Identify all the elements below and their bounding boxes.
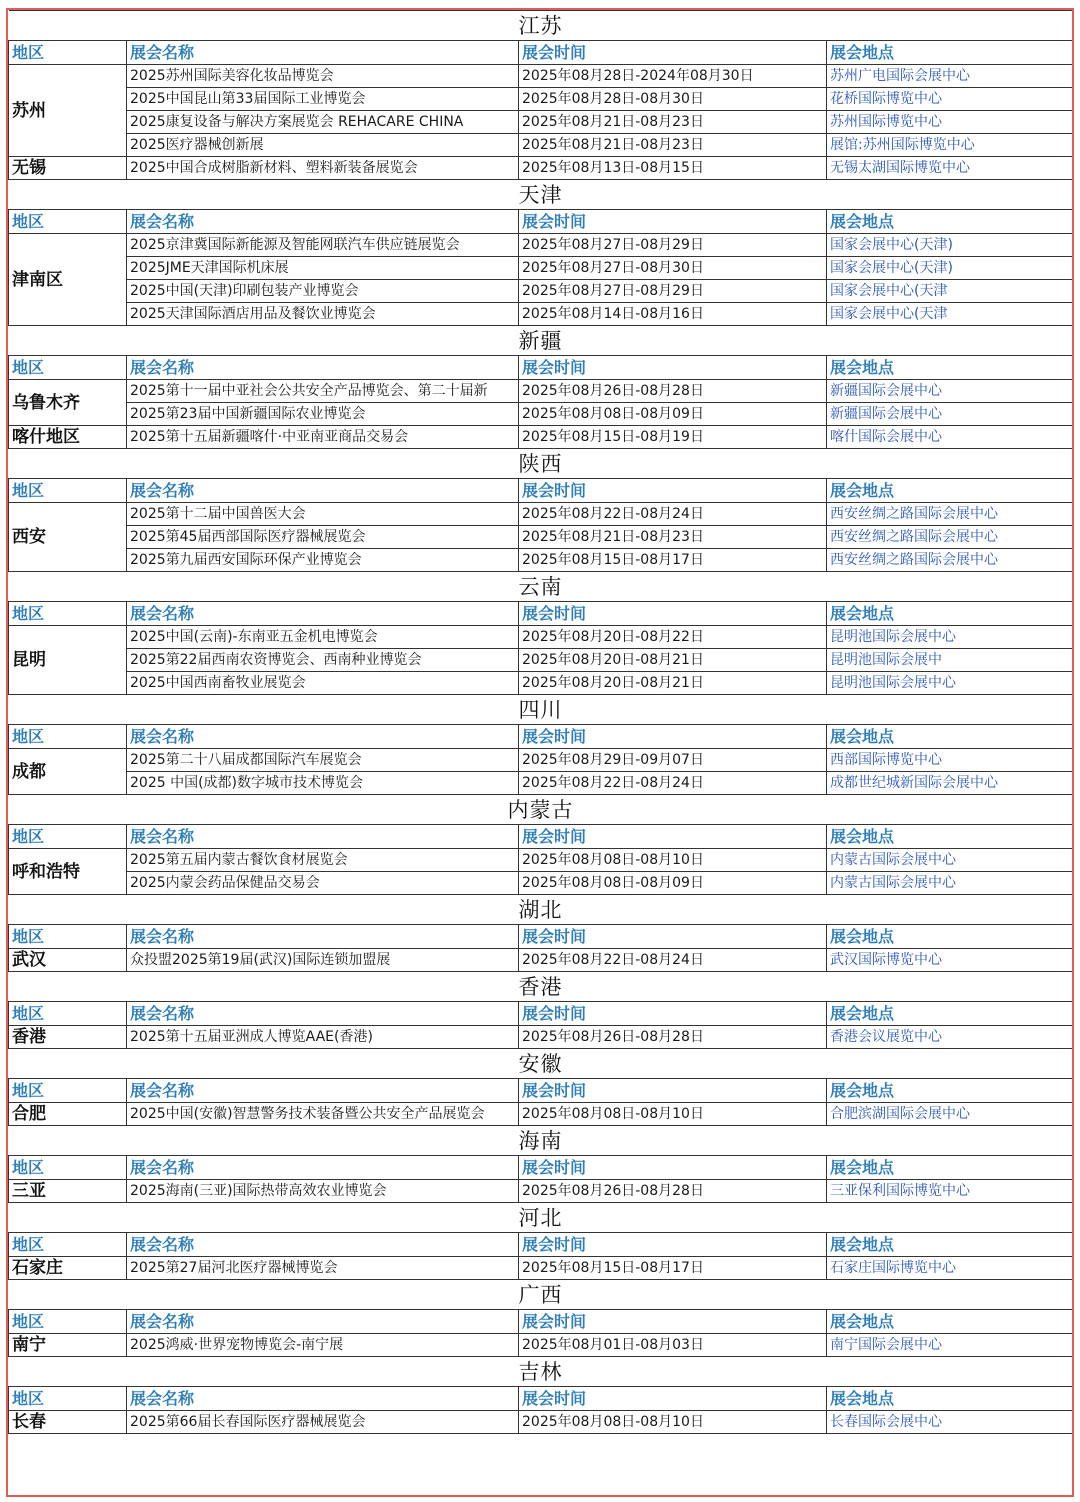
header-name: 展会名称 xyxy=(127,1079,519,1103)
province-title: 吉林 xyxy=(9,1357,1073,1387)
header-venue: 展会地点 xyxy=(827,479,1073,503)
exhibition-time: 2025年08月22日-08月24日 xyxy=(519,503,827,526)
header-region: 地区 xyxy=(9,1387,127,1411)
column-header-row xyxy=(9,210,1073,234)
header-time: 展会时间 xyxy=(519,356,827,380)
province-title: 陕西 xyxy=(9,449,1073,479)
exhibition-table xyxy=(8,10,1073,1434)
table-row xyxy=(9,1334,1073,1357)
exhibition-time: 2025年08月26日-08月28日 xyxy=(519,1026,827,1049)
header-time: 展会时间 xyxy=(519,925,827,949)
exhibition-venue: 新疆国际会展中心 xyxy=(827,403,1073,426)
table-row xyxy=(9,134,1073,157)
header-time: 展会时间 xyxy=(519,1387,827,1411)
header-time: 展会时间 xyxy=(519,602,827,626)
exhibition-time: 2025年08月20日-08月21日 xyxy=(519,672,827,695)
exhibition-time: 2025年08月15日-08月19日 xyxy=(519,426,827,449)
province-title-row xyxy=(9,1203,1073,1233)
header-name: 展会名称 xyxy=(127,602,519,626)
header-name: 展会名称 xyxy=(127,1310,519,1334)
column-header-row xyxy=(9,479,1073,503)
header-name: 展会名称 xyxy=(127,41,519,65)
header-name: 展会名称 xyxy=(127,479,519,503)
province-title: 海南 xyxy=(9,1126,1073,1156)
province-title-row xyxy=(9,326,1073,356)
table-row xyxy=(9,257,1073,280)
region-cell: 香港 xyxy=(9,1026,127,1049)
header-time: 展会时间 xyxy=(519,210,827,234)
header-region: 地区 xyxy=(9,1310,127,1334)
header-time: 展会时间 xyxy=(519,1156,827,1180)
table-row xyxy=(9,88,1073,111)
exhibition-name: 2025第十五届亚洲成人博览AAE(香港) xyxy=(127,1026,519,1049)
header-region: 地区 xyxy=(9,925,127,949)
exhibition-venue: 香港会议展览中心 xyxy=(827,1026,1073,1049)
exhibition-venue: 武汉国际博览中心 xyxy=(827,949,1073,972)
province-title-row xyxy=(9,449,1073,479)
exhibition-time: 2025年08月08日-08月09日 xyxy=(519,403,827,426)
exhibition-time: 2025年08月22日-08月24日 xyxy=(519,949,827,972)
province-title-row xyxy=(9,572,1073,602)
exhibition-name: 2025第二十八届成都国际汽车展览会 xyxy=(127,749,519,772)
header-time: 展会时间 xyxy=(519,1002,827,1026)
column-header-row xyxy=(9,602,1073,626)
header-name: 展会名称 xyxy=(127,356,519,380)
header-venue: 展会地点 xyxy=(827,602,1073,626)
exhibition-name: 2025内蒙会药品保健品交易会 xyxy=(127,872,519,895)
exhibition-time: 2025年08月28日-2024年08月30日 xyxy=(519,65,827,88)
exhibition-name: 2025中国合成树脂新材料、塑料新装备展览会 xyxy=(127,157,519,180)
exhibition-venue: 西部国际博览中心 xyxy=(827,749,1073,772)
table-row xyxy=(9,503,1073,526)
exhibition-name: 2025第十二届中国兽医大会 xyxy=(127,503,519,526)
region-cell: 南宁 xyxy=(9,1334,127,1357)
exhibition-venue: 国家会展中心(天津) xyxy=(827,234,1073,257)
exhibition-venue: 苏州国际博览中心 xyxy=(827,111,1073,134)
exhibition-venue: 成都世纪城新国际会展中心 xyxy=(827,772,1073,795)
exhibition-venue: 喀什国际会展中心 xyxy=(827,426,1073,449)
province-title: 内蒙古 xyxy=(9,795,1073,825)
region-cell: 津南区 xyxy=(9,234,127,326)
exhibition-time: 2025年08月22日-08月24日 xyxy=(519,772,827,795)
table-row xyxy=(9,872,1073,895)
header-name: 展会名称 xyxy=(127,1387,519,1411)
province-title: 江苏 xyxy=(9,11,1073,41)
region-cell: 喀什地区 xyxy=(9,426,127,449)
table-row xyxy=(9,65,1073,88)
header-time: 展会时间 xyxy=(519,725,827,749)
exhibition-venue: 昆明池国际会展中心 xyxy=(827,626,1073,649)
province-title-row xyxy=(9,180,1073,210)
province-title: 新疆 xyxy=(9,326,1073,356)
exhibition-name: 2025天津国际酒店用品及餐饮业博览会 xyxy=(127,303,519,326)
header-venue: 展会地点 xyxy=(827,1079,1073,1103)
province-title-row xyxy=(9,11,1073,41)
exhibition-name: 2025中国西南畜牧业展览会 xyxy=(127,672,519,695)
column-header-row xyxy=(9,725,1073,749)
exhibition-time: 2025年08月27日-08月29日 xyxy=(519,280,827,303)
table-row xyxy=(9,1103,1073,1126)
exhibition-name: 2025第十五届新疆喀什·中亚南亚商品交易会 xyxy=(127,426,519,449)
exhibition-time: 2025年08月08日-08月09日 xyxy=(519,872,827,895)
exhibition-name: 2025第66届长春国际医疗器械展览会 xyxy=(127,1411,519,1434)
region-cell: 无锡 xyxy=(9,157,127,180)
exhibition-venue: 长春国际会展中心 xyxy=(827,1411,1073,1434)
table-row xyxy=(9,672,1073,695)
region-cell: 石家庄 xyxy=(9,1257,127,1280)
table-row xyxy=(9,849,1073,872)
header-time: 展会时间 xyxy=(519,1310,827,1334)
exhibition-venue: 石家庄国际博览中心 xyxy=(827,1257,1073,1280)
region-cell: 苏州 xyxy=(9,65,127,157)
exhibition-name: 2025京津冀国际新能源及智能网联汽车供应链展览会 xyxy=(127,234,519,257)
header-name: 展会名称 xyxy=(127,210,519,234)
exhibition-venue: 国家会展中心(天津 xyxy=(827,280,1073,303)
exhibition-time: 2025年08月13日-08月15日 xyxy=(519,157,827,180)
exhibition-venue: 三亚保利国际博览中心 xyxy=(827,1180,1073,1203)
province-title: 湖北 xyxy=(9,895,1073,925)
header-venue: 展会地点 xyxy=(827,1310,1073,1334)
exhibition-time: 2025年08月26日-08月28日 xyxy=(519,1180,827,1203)
column-header-row xyxy=(9,925,1073,949)
table-row xyxy=(9,526,1073,549)
header-venue: 展会地点 xyxy=(827,725,1073,749)
exhibition-venue: 合肥滨湖国际会展中心 xyxy=(827,1103,1073,1126)
exhibition-time: 2025年08月08日-08月10日 xyxy=(519,849,827,872)
header-name: 展会名称 xyxy=(127,1156,519,1180)
header-time: 展会时间 xyxy=(519,479,827,503)
region-cell: 昆明 xyxy=(9,626,127,695)
province-title-row xyxy=(9,1280,1073,1310)
exhibition-name: 众投盟2025第19届(武汉)国际连锁加盟展 xyxy=(127,949,519,972)
province-title: 河北 xyxy=(9,1203,1073,1233)
column-header-row xyxy=(9,1310,1073,1334)
exhibition-name: 2025第五届内蒙古餐饮食材展览会 xyxy=(127,849,519,872)
table-row xyxy=(9,234,1073,257)
exhibition-time: 2025年08月26日-08月28日 xyxy=(519,380,827,403)
exhibition-venue: 昆明池国际会展中心 xyxy=(827,672,1073,695)
exhibition-name: 2025第27届河北医疗器械博览会 xyxy=(127,1257,519,1280)
table-row xyxy=(9,749,1073,772)
header-name: 展会名称 xyxy=(127,1002,519,1026)
exhibition-venue: 昆明池国际会展中 xyxy=(827,649,1073,672)
exhibition-time: 2025年08月21日-08月23日 xyxy=(519,111,827,134)
table-row xyxy=(9,111,1073,134)
table-row xyxy=(9,549,1073,572)
exhibition-name: 2025第23届中国新疆国际农业博览会 xyxy=(127,403,519,426)
exhibition-name: 2025康复设备与解决方案展览会 REHACARE CHINA xyxy=(127,111,519,134)
exhibition-name: 2025中国昆山第33届国际工业博览会 xyxy=(127,88,519,111)
table-row xyxy=(9,626,1073,649)
header-venue: 展会地点 xyxy=(827,1387,1073,1411)
exhibition-venue: 内蒙古国际会展中心 xyxy=(827,849,1073,872)
exhibition-name: 2025第45届西部国际医疗器械展览会 xyxy=(127,526,519,549)
column-header-row xyxy=(9,825,1073,849)
exhibition-time: 2025年08月21日-08月23日 xyxy=(519,134,827,157)
exhibition-time: 2025年08月15日-08月17日 xyxy=(519,549,827,572)
exhibition-name: 2025医疗器械创新展 xyxy=(127,134,519,157)
exhibition-time: 2025年08月20日-08月21日 xyxy=(519,649,827,672)
header-name: 展会名称 xyxy=(127,825,519,849)
exhibition-name: 2025中国(天津)印刷包装产业博览会 xyxy=(127,280,519,303)
header-region: 地区 xyxy=(9,356,127,380)
header-time: 展会时间 xyxy=(519,41,827,65)
column-header-row xyxy=(9,1079,1073,1103)
header-venue: 展会地点 xyxy=(827,1002,1073,1026)
region-cell: 三亚 xyxy=(9,1180,127,1203)
header-time: 展会时间 xyxy=(519,1079,827,1103)
exhibition-name: 2025第22届西南农资博览会、西南种业博览会 xyxy=(127,649,519,672)
exhibition-time: 2025年08月28日-08月30日 xyxy=(519,88,827,111)
header-venue: 展会地点 xyxy=(827,210,1073,234)
region-cell: 西安 xyxy=(9,503,127,572)
exhibition-name: 2025 中国(成都)数字城市技术博览会 xyxy=(127,772,519,795)
exhibition-time: 2025年08月15日-08月17日 xyxy=(519,1257,827,1280)
table-row xyxy=(9,1257,1073,1280)
header-venue: 展会地点 xyxy=(827,825,1073,849)
exhibition-venue: 南宁国际会展中心 xyxy=(827,1334,1073,1357)
table-row xyxy=(9,303,1073,326)
exhibition-venue: 无锡太湖国际博览中心 xyxy=(827,157,1073,180)
province-title: 天津 xyxy=(9,180,1073,210)
header-region: 地区 xyxy=(9,1156,127,1180)
header-region: 地区 xyxy=(9,1002,127,1026)
column-header-row xyxy=(9,356,1073,380)
column-header-row xyxy=(9,1233,1073,1257)
table-row xyxy=(9,772,1073,795)
header-venue: 展会地点 xyxy=(827,1156,1073,1180)
region-cell: 武汉 xyxy=(9,949,127,972)
column-header-row xyxy=(9,41,1073,65)
header-region: 地区 xyxy=(9,479,127,503)
exhibition-name: 2025第十一届中亚社会公共安全产品博览会、第二十届新 xyxy=(127,380,519,403)
exhibition-schedule xyxy=(6,8,1074,1497)
exhibition-time: 2025年08月01日-08月03日 xyxy=(519,1334,827,1357)
table-row xyxy=(9,1180,1073,1203)
table-row xyxy=(9,649,1073,672)
header-region: 地区 xyxy=(9,210,127,234)
exhibition-venue: 西安丝绸之路国际会展中心 xyxy=(827,503,1073,526)
header-venue: 展会地点 xyxy=(827,925,1073,949)
header-region: 地区 xyxy=(9,41,127,65)
header-time: 展会时间 xyxy=(519,1233,827,1257)
header-name: 展会名称 xyxy=(127,925,519,949)
header-venue: 展会地点 xyxy=(827,356,1073,380)
exhibition-time: 2025年08月21日-08月23日 xyxy=(519,526,827,549)
exhibition-venue: 国家会展中心(天津 xyxy=(827,303,1073,326)
header-region: 地区 xyxy=(9,825,127,849)
region-cell: 成都 xyxy=(9,749,127,795)
table-row xyxy=(9,949,1073,972)
header-venue: 展会地点 xyxy=(827,41,1073,65)
province-title-row xyxy=(9,795,1073,825)
region-cell: 乌鲁木齐 xyxy=(9,380,127,426)
column-header-row xyxy=(9,1002,1073,1026)
header-region: 地区 xyxy=(9,1233,127,1257)
province-title-row xyxy=(9,972,1073,1002)
exhibition-venue: 西安丝绸之路国际会展中心 xyxy=(827,526,1073,549)
exhibition-venue: 展馆:苏州国际博览中心 xyxy=(827,134,1073,157)
province-title-row xyxy=(9,895,1073,925)
exhibition-time: 2025年08月08日-08月10日 xyxy=(519,1411,827,1434)
province-title-row xyxy=(9,1126,1073,1156)
province-title: 云南 xyxy=(9,572,1073,602)
table-row xyxy=(9,280,1073,303)
exhibition-name: 2025JME天津国际机床展 xyxy=(127,257,519,280)
province-title-row xyxy=(9,695,1073,725)
header-region: 地区 xyxy=(9,1079,127,1103)
exhibition-time: 2025年08月14日-08月16日 xyxy=(519,303,827,326)
table-row xyxy=(9,1411,1073,1434)
column-header-row xyxy=(9,1387,1073,1411)
header-time: 展会时间 xyxy=(519,825,827,849)
exhibition-name: 2025海南(三亚)国际热带高效农业博览会 xyxy=(127,1180,519,1203)
exhibition-time: 2025年08月27日-08月29日 xyxy=(519,234,827,257)
province-title: 安徽 xyxy=(9,1049,1073,1079)
header-region: 地区 xyxy=(9,602,127,626)
table-row xyxy=(9,426,1073,449)
exhibition-venue: 花桥国际博览中心 xyxy=(827,88,1073,111)
exhibition-time: 2025年08月08日-08月10日 xyxy=(519,1103,827,1126)
exhibition-name: 2025鸿威·世界宠物博览会-南宁展 xyxy=(127,1334,519,1357)
exhibition-name: 2025中国(安徽)智慧警务技术装备暨公共安全产品展览会 xyxy=(127,1103,519,1126)
province-title-row xyxy=(9,1049,1073,1079)
exhibition-name: 2025苏州国际美容化妆品博览会 xyxy=(127,65,519,88)
exhibition-venue: 西安丝绸之路国际会展中心 xyxy=(827,549,1073,572)
exhibition-venue: 国家会展中心(天津) xyxy=(827,257,1073,280)
exhibition-venue: 新疆国际会展中心 xyxy=(827,380,1073,403)
exhibition-name: 2025中国(云南)-东南亚五金机电博览会 xyxy=(127,626,519,649)
region-cell: 呼和浩特 xyxy=(9,849,127,895)
region-cell: 合肥 xyxy=(9,1103,127,1126)
table-row xyxy=(9,157,1073,180)
header-region: 地区 xyxy=(9,725,127,749)
exhibition-time: 2025年08月20日-08月22日 xyxy=(519,626,827,649)
exhibition-venue: 内蒙古国际会展中心 xyxy=(827,872,1073,895)
province-title: 四川 xyxy=(9,695,1073,725)
header-venue: 展会地点 xyxy=(827,1233,1073,1257)
header-name: 展会名称 xyxy=(127,725,519,749)
exhibition-time: 2025年08月29日-09月07日 xyxy=(519,749,827,772)
province-title: 香港 xyxy=(9,972,1073,1002)
exhibition-name: 2025第九届西安国际环保产业博览会 xyxy=(127,549,519,572)
exhibition-time: 2025年08月27日-08月30日 xyxy=(519,257,827,280)
province-title: 广西 xyxy=(9,1280,1073,1310)
exhibition-venue: 苏州广电国际会展中心 xyxy=(827,65,1073,88)
table-row xyxy=(9,380,1073,403)
table-row xyxy=(9,403,1073,426)
region-cell: 长春 xyxy=(9,1411,127,1434)
table-row xyxy=(9,1026,1073,1049)
column-header-row xyxy=(9,1156,1073,1180)
province-title-row xyxy=(9,1357,1073,1387)
exhibition-table-body xyxy=(9,11,1073,1434)
header-name: 展会名称 xyxy=(127,1233,519,1257)
